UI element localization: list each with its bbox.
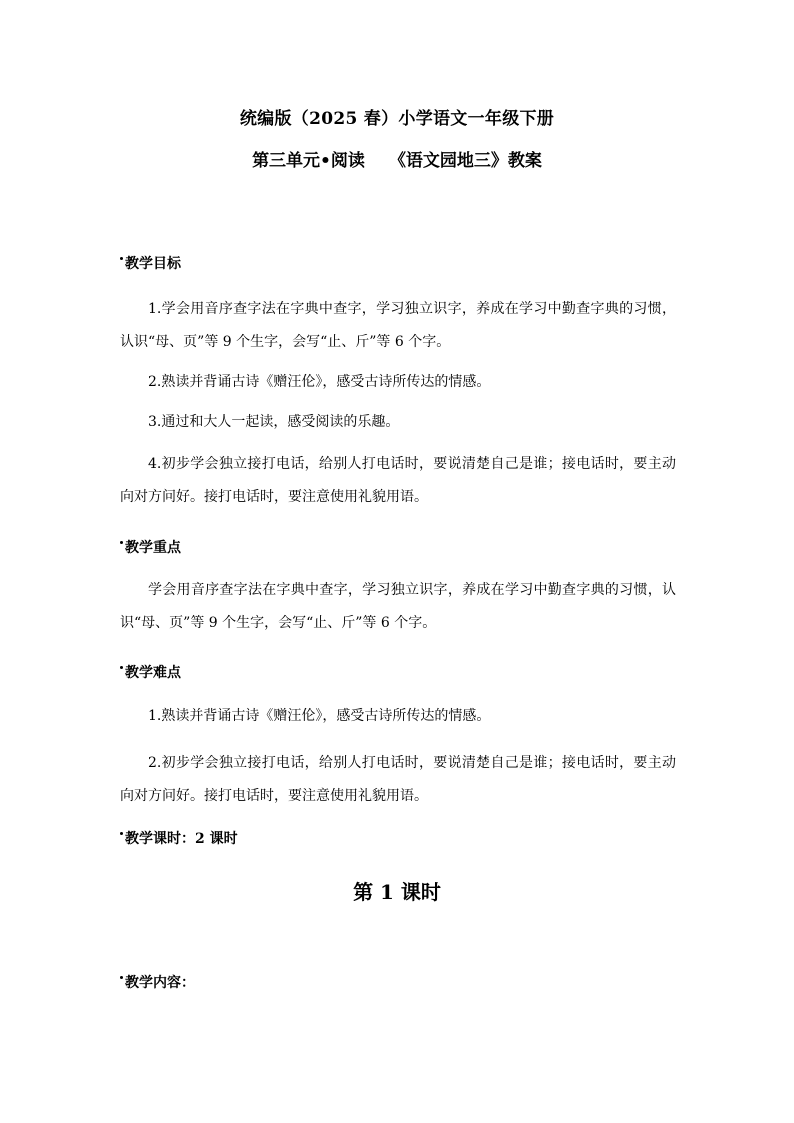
subtitle-lesson: 《语文园地三》教案: [388, 151, 542, 171]
section-heading-content: [120, 972, 195, 992]
document-subtitle: [0, 146, 794, 171]
difficulty-item: 2.初步学会独立接打电话，给别人打电话时，要说清楚自己是谁；接电话时，要主动向对方问好。接打电话时，要注意使用礼貌用语。: [120, 755, 676, 804]
section-heading-objectives: [120, 253, 181, 273]
key-points-text: 学会用音序查字法在字典中查字，学习独立识字，养成在学习中勤查字典的习惯，认识“母、页”等 9 个生字，会写“止、斤”等 6 个字。: [120, 582, 676, 631]
section-heading-hours: [120, 828, 238, 848]
heading-text: 教学目标: [125, 256, 181, 272]
objective-item: 3.通过和大人一起读，感受阅读的乐趣。: [148, 414, 400, 430]
heading-text: 教学难点: [125, 665, 181, 681]
heading-text: 教学内容：: [125, 975, 195, 991]
objective-item: 4.初步学会独立接打电话，给别人打电话时，要说清楚自己是谁；接电话时，要主动向对方问好。接打电话时，要注意使用礼貌用语。: [120, 456, 676, 505]
lesson-title: 第 1 课时: [353, 880, 441, 904]
heading-text: 教学课时：2 课时: [125, 831, 238, 847]
bullet-dot-icon: [120, 541, 123, 544]
bullet-dot-icon: [120, 976, 123, 979]
bullet-dot-icon: [120, 832, 123, 835]
difficulty-item: 1.熟读并背诵古诗《赠汪伦》，感受古诗所传达的情感。: [148, 708, 491, 724]
objective-item: 1.学会用音序查字法在字典中查字，学习独立识字，养成在学习中勤查字典的习惯，认识“母、页”等 9 个生字，会写“止、斤”等 6 个字。: [120, 301, 676, 350]
section-heading-key-points: [120, 537, 181, 557]
heading-text: 教学重点: [125, 540, 181, 556]
document-title: 统编版（2025 春）小学语文一年级下册: [239, 109, 555, 129]
subtitle-unit: 第三单元•阅读: [252, 151, 365, 171]
objective-item: 2.熟读并背诵古诗《赠汪伦》，感受古诗所传达的情感。: [148, 374, 491, 390]
bullet-dot-icon: [120, 257, 123, 260]
bullet-dot-icon: [120, 666, 123, 669]
section-heading-difficulties: [120, 662, 181, 682]
